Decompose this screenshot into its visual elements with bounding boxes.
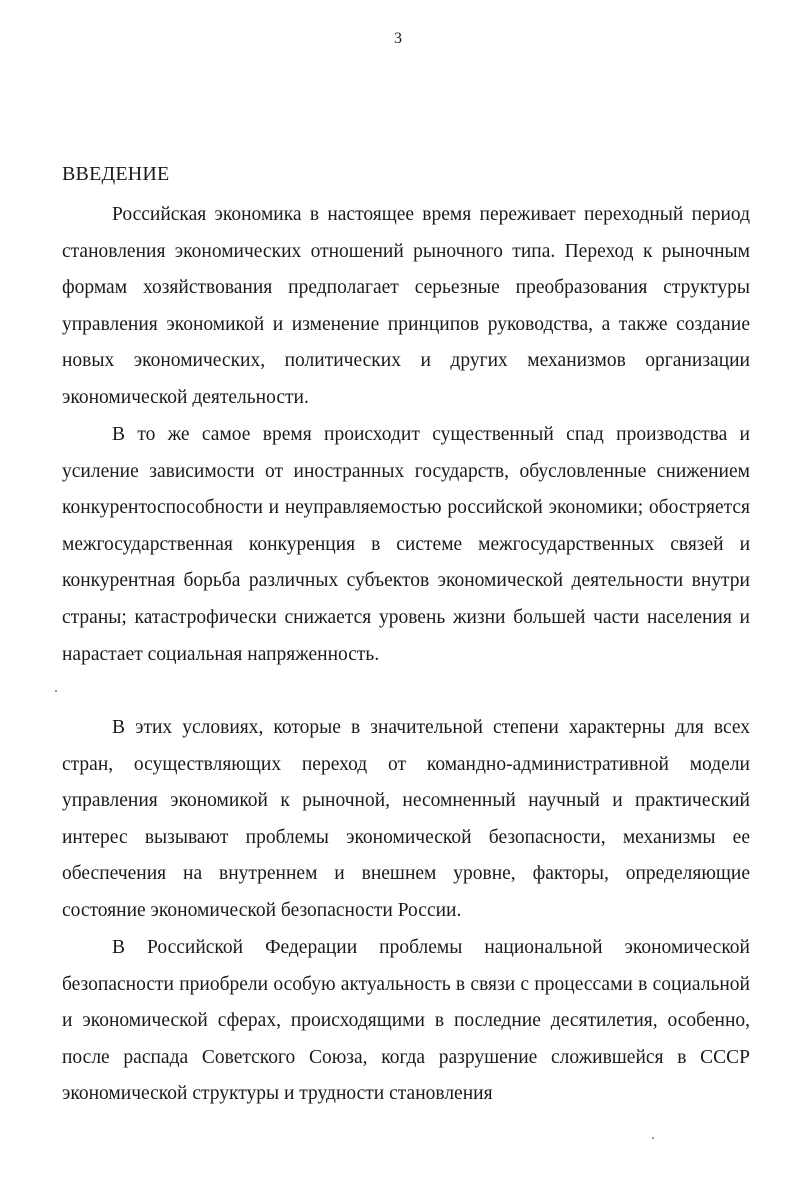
paragraph-1: Российская экономика в настоящее время переживает переходный период становления экономических отношений рыночного типа. Переход к рыночным формам хозяйствования предполагает серьезные преобразования структуры управления экономикой и изменение принципов руководства, а также создание новых экономических, политических и других механизмов организации экономической деятельности. xyxy=(62,204,750,408)
scan-speck xyxy=(652,1137,654,1139)
paragraph-3: В этих условиях, которые в значительной степени характерны для всех стран, осуществляющих переход от командно-административной модели управления экономикой к рыночной, несомненный научный и практический интерес вызывают проблемы экономической безопасности, механизмы ее обеспечения на внутреннем и внешнем уровне, факторы, определяющие состояние экономической безопасности России. xyxy=(62,717,750,921)
scan-speck xyxy=(55,690,57,692)
page-number: 3 xyxy=(394,30,402,47)
paragraph-2: В то же самое время происходит существенный спад производства и усиление зависимости от иностранных государств, обусловленные снижением конкурентоспособности и неуправляемостью российской экономики; обостряется межгосударственная конкуренция в системе межгосударственных связей и конкурентная борьба различных субъектов экономической деятельности внутри страны; катастрофически снижается уровень жизни большей части населения и нарастает социальная напряженность. xyxy=(62,424,750,665)
section-heading: ВВЕДЕНИЕ xyxy=(62,163,170,185)
paragraph-4: В Российской Федерации проблемы национальной экономической безопасности приобрели особую актуальность в связи с процессами в социальной и экономической сферах, происходящими в последние десятилетия, особенно, после распада Советского Союза, когда разрушение сложившейся в СССР экономической структуры и трудности становления xyxy=(62,937,750,1105)
